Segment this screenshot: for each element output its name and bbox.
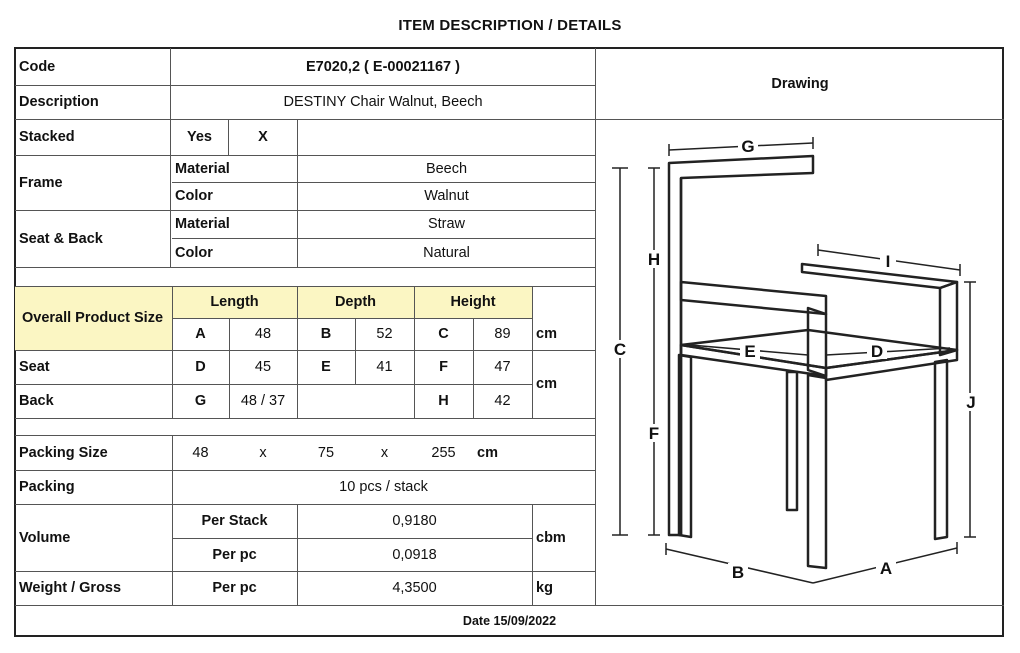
dim-h-value: 42	[494, 393, 511, 409]
packing-label: Packing	[19, 479, 75, 495]
seat-back-material-value: Straw	[427, 216, 466, 232]
volume-label: Volume	[19, 529, 71, 546]
packing-size-x2: x	[380, 444, 389, 461]
drawing-letter-i: I	[885, 252, 891, 271]
frame-material-label: Material	[175, 160, 230, 177]
frame-material-value: Beech	[425, 160, 468, 177]
drawing-letter-c: C	[613, 340, 627, 359]
dim-d-value: 45	[254, 359, 272, 375]
dim-b-value: 52	[376, 326, 393, 342]
drawing-letter-e: E	[744, 342, 756, 361]
packing-size-x1: x	[259, 444, 267, 461]
drawing-letter-j: J	[966, 393, 976, 412]
back-label: Back	[19, 393, 54, 409]
weight-unit: kg	[536, 580, 553, 596]
dim-g-value: 48 / 37	[240, 393, 286, 409]
chair-left-arm	[681, 282, 826, 376]
drawing-letter-d: D	[870, 342, 884, 361]
stacked-yes: Yes	[187, 129, 212, 145]
dim-h-letter: H	[438, 393, 449, 409]
packing-size-unit: cm	[477, 444, 498, 461]
drawing-letter-a: A	[879, 559, 893, 578]
weight-per-pc-label: Per pc	[212, 580, 257, 596]
dim-f-letter: F	[439, 359, 448, 375]
seat-back-material-label: Material	[175, 216, 230, 232]
overall-size-label: Overall Product Size	[21, 310, 164, 326]
frame-color-label: Color	[175, 188, 213, 204]
code-label: Code	[19, 58, 56, 75]
description-label: Description	[19, 94, 99, 110]
seat-back-unit: cm	[536, 376, 557, 392]
page-title: ITEM DESCRIPTION / DETAILS	[398, 17, 622, 34]
packing-value: 10 pcs / stack	[339, 479, 428, 495]
stacked-label: Stacked	[19, 129, 75, 145]
dim-f-value: 47	[494, 359, 511, 375]
height-header: Height	[450, 294, 496, 310]
length-header: Length	[210, 294, 259, 310]
volume-per-stack-value: 0,9180	[392, 513, 437, 529]
drawing-letter-b: B	[731, 563, 745, 582]
weight-label: Weight / Gross	[19, 580, 122, 596]
seat-back-label: Seat & Back	[19, 230, 103, 247]
depth-header: Depth	[334, 294, 377, 310]
seat-back-color-label: Color	[175, 244, 213, 261]
dim-c-letter: C	[438, 326, 449, 342]
description-value: DESTINY Chair Walnut, Beech	[283, 94, 483, 110]
seat-label: Seat	[19, 359, 50, 375]
volume-unit: cbm	[536, 529, 566, 546]
dim-d-letter: D	[195, 359, 206, 375]
dim-e-letter: E	[321, 359, 331, 375]
frame-label: Frame	[19, 174, 63, 191]
volume-per-pc-value: 0,0918	[392, 546, 437, 563]
stacked-mark: X	[258, 129, 268, 145]
seat-back-color-value: Natural	[423, 244, 470, 261]
packing-size-depth: 75	[317, 444, 335, 461]
dim-a-value: 48	[254, 326, 272, 342]
dim-b-letter: B	[320, 326, 332, 342]
date-footer: Date 15/09/2022	[462, 614, 557, 628]
volume-per-stack-label: Per Stack	[201, 513, 268, 529]
dim-a-letter: A	[195, 326, 206, 342]
packing-size-height: 255	[431, 444, 456, 461]
dim-g-letter: G	[194, 393, 207, 409]
packing-size-length: 48	[192, 444, 209, 461]
dim-e-value: 41	[376, 359, 393, 375]
frame-color-value: Walnut	[424, 188, 469, 204]
volume-per-pc-label: Per pc	[212, 546, 257, 563]
drawing-label: Drawing	[771, 75, 829, 92]
chair-legs	[679, 355, 947, 568]
drawing-letter-h: H	[647, 250, 661, 269]
packing-size-label: Packing Size	[19, 444, 108, 461]
dim-c-value: 89	[494, 326, 511, 342]
drawing-letter-g: G	[741, 137, 755, 156]
weight-value: 4,3500	[392, 580, 437, 596]
code-value: E7020,2 ( E-00021167 )	[306, 58, 460, 75]
overall-unit: cm	[536, 326, 557, 342]
drawing-letter-f: F	[648, 424, 660, 443]
